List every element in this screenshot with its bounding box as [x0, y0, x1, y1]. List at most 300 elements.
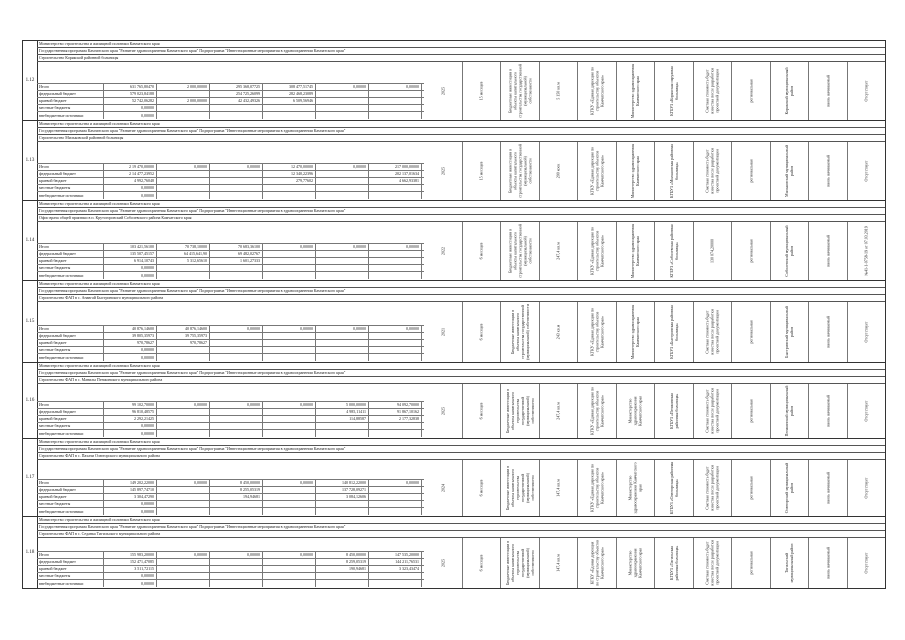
funding-source-label: местные бюджеты — [37, 573, 104, 579]
amount-cell: 217 000,00000 — [369, 164, 422, 170]
amount-cell — [263, 430, 316, 437]
finance-table — [37, 142, 424, 200]
attribute-text: Министерство здравоохранения Камчатского края — [630, 143, 641, 199]
funding-source-label: Итого — [37, 164, 104, 170]
attribute-cell — [731, 460, 770, 516]
amount-cell — [210, 185, 263, 191]
attribute-text: вновь начинаемый — [825, 235, 831, 267]
attribute-text: региональная — [748, 239, 754, 263]
row-number: 1.13 — [23, 121, 38, 200]
amount-cell: 0,00000 — [369, 480, 422, 486]
amount-cell: 70 683,36100 — [210, 244, 263, 250]
amount-cell: 0,00000 — [157, 480, 210, 486]
amount-cell: 91 867,10162 — [369, 409, 422, 415]
funding-source-label: внебюджетные источники — [37, 508, 104, 515]
amount-cell: 152 471,47085 — [104, 559, 157, 565]
project-title: Строительство ФАП в с. Пахачи Олюторского муниципального района — [37, 453, 885, 460]
amount-cell — [210, 416, 263, 422]
finance-row — [37, 487, 424, 494]
attribute-text: вновь начинаемый — [825, 395, 831, 427]
amount-cell — [210, 272, 263, 279]
amount-cell: 6 509,56946 — [263, 98, 316, 104]
attribute-cell — [616, 460, 655, 516]
project-title: Строительство ФАП в с. Манилы Пенжинского муниципального района — [37, 377, 885, 384]
amount-cell — [263, 494, 316, 500]
amount-cell — [210, 105, 263, 111]
attribute-cell — [731, 302, 770, 362]
funding-source-label: внебюджетные источники — [37, 112, 104, 119]
amount-cell — [316, 185, 369, 191]
attribute-cell — [731, 538, 770, 588]
amount-cell — [157, 501, 210, 507]
finance-table — [37, 222, 424, 280]
attribute-text: региональная — [748, 159, 754, 183]
amount-cell — [369, 105, 422, 111]
attribute-text: Бюджетные инвестиции в объекты капитального строительства государственной (муниципальной) собственности — [504, 541, 535, 585]
amount-cell — [157, 265, 210, 271]
amount-cell — [369, 494, 422, 500]
funding-source-label: федеральный бюджет — [37, 91, 104, 97]
attribute-text: Быстринский муниципальный район — [784, 306, 795, 358]
amount-cell: 145 897,74710 — [104, 487, 157, 493]
finance-table — [37, 62, 424, 120]
amount-cell — [316, 272, 369, 279]
amount-cell — [316, 105, 369, 111]
attribute-text: Министерство здравоохранения Камчатского края — [630, 304, 641, 360]
attribute-cell — [770, 302, 809, 362]
project-row — [23, 439, 885, 517]
finance-row — [37, 423, 424, 430]
amount-cell — [263, 559, 316, 565]
attribute-cell — [462, 222, 501, 280]
attribute-cell — [577, 302, 616, 362]
attribute-cell — [731, 222, 770, 280]
amount-cell — [263, 501, 316, 507]
attribute-cell — [654, 62, 693, 120]
funding-source-label: краевой бюджет — [37, 566, 104, 572]
attribute-cell — [424, 384, 462, 438]
amount-cell: 69 482,02767 — [210, 251, 263, 257]
amount-cell: 2 14 477,23952 — [104, 171, 157, 177]
attribute-text: Бюджетные инвестиции в объекты капитального строительства государственной (муниципальной) собственности — [504, 389, 535, 433]
amount-cell: 0,00000 — [210, 552, 263, 558]
attribute-text: региональная — [748, 551, 754, 575]
amount-cell — [316, 258, 369, 264]
attribute-text: Пенжинский муниципальный район — [784, 385, 795, 437]
amount-cell: 12 340,22396 — [263, 171, 316, 177]
funding-source-label: федеральный бюджет — [37, 333, 104, 339]
funding-source-label: местные бюджеты — [37, 423, 104, 429]
amount-cell: 631 765,80470 — [104, 84, 157, 90]
amount-cell — [210, 566, 263, 572]
funding-source-label: внебюджетные источники — [37, 192, 104, 199]
amount-cell — [157, 559, 210, 565]
attribute-text: Сметная стоимость будет известна после разработки проектной документации — [704, 148, 720, 194]
amount-cell: 52 742,06282 — [104, 98, 157, 104]
finance-row — [37, 573, 424, 580]
amount-cell — [316, 423, 369, 429]
ministry-header: Министерство строительства и жилищной политики Камчатского края — [37, 281, 885, 288]
finance-row — [37, 340, 424, 347]
amount-cell: 8 259,05319 — [316, 559, 369, 565]
amount-cell — [210, 501, 263, 507]
attribute-cell — [808, 538, 847, 588]
finance-row — [37, 251, 424, 258]
attribute-cell — [770, 384, 809, 438]
attribute-cell — [577, 222, 616, 280]
amount-cell: 0,00000 — [104, 265, 157, 271]
attribute-text: Соболевский муниципальный район — [784, 225, 795, 277]
attribute-cell — [693, 302, 732, 362]
attribute-cell — [616, 302, 655, 362]
amount-cell — [316, 347, 369, 353]
attribute-cell — [577, 62, 616, 120]
amount-cell: 114,88587 — [316, 416, 369, 422]
funding-source-label: краевой бюджет — [37, 98, 104, 104]
attribute-text: 6 месяцев — [478, 242, 484, 260]
project-title: Строительство ФАП в с. Анавгай Быстринского муниципального района — [37, 295, 885, 302]
amount-cell: 2 000,00000 — [157, 84, 210, 90]
amount-cell — [210, 508, 263, 515]
amount-cell: 40 876,14600 — [157, 326, 210, 332]
attribute-cell — [731, 62, 770, 120]
project-row — [23, 281, 885, 363]
amount-cell — [157, 112, 210, 119]
program-header: Государственная программа Камчатского края "Развитие здравоохранения Камчатского края" Подпрограмма "Инвестиционные мероприятия в здравоохранении Камчатского края" — [37, 128, 885, 135]
attribute-cell — [500, 302, 539, 362]
finance-row — [37, 326, 424, 333]
attribute-text: Отсутствует — [863, 477, 869, 499]
amount-cell — [263, 340, 316, 346]
amount-cell — [316, 251, 369, 257]
funding-source-label: местные бюджеты — [37, 105, 104, 111]
amount-cell: 0,00000 — [263, 326, 316, 332]
amount-cell: 3 084,12606 — [316, 494, 369, 500]
attribute-cell — [462, 62, 501, 120]
amount-cell — [157, 347, 210, 353]
investment-table — [22, 40, 886, 589]
amount-cell: 39 755,35973 — [157, 333, 210, 339]
attribute-cell — [577, 460, 616, 516]
finance-row — [37, 333, 424, 340]
amount-cell — [369, 258, 422, 264]
attribute-text: КГКУ «Единая дирекция по строительству объектов Камчатского края» — [589, 227, 605, 275]
funding-source-label: внебюджетные источники — [37, 580, 104, 587]
amount-cell: 5 000,00000 — [316, 402, 369, 408]
finance-table — [37, 538, 424, 588]
amount-cell: 2 177,32838 — [369, 416, 422, 422]
amount-cell — [157, 423, 210, 429]
attribute-cell — [654, 384, 693, 438]
finance-table — [37, 460, 424, 516]
finance-row — [37, 265, 424, 272]
funding-source-label: федеральный бюджет — [37, 487, 104, 493]
ministry-header: Министерство строительства и жилищной политики Камчатского края — [37, 363, 885, 370]
attribute-cell — [693, 142, 732, 200]
attribute-text: Сметная стоимость будет известна после разработки проектной документации — [704, 465, 720, 511]
amount-cell — [157, 508, 210, 515]
attribute-text: Отсутствует — [863, 400, 869, 422]
funding-source-label: местные бюджеты — [37, 185, 104, 191]
program-header: Государственная программа Камчатского края "Развитие здравоохранения Камчатского края" Подпрограмма "Инвестиционные мероприятия в здравоохранении Камчатского края" — [37, 370, 885, 377]
attribute-text: вновь начинаемый — [825, 547, 831, 579]
amount-cell: 40 876,14600 — [104, 326, 157, 332]
amount-cell: 0,00000 — [104, 423, 157, 429]
attribute-cell — [808, 142, 847, 200]
attribute-text: 2024 — [440, 484, 446, 492]
amount-cell: 4 662,93381 — [369, 178, 422, 184]
finance-row — [37, 430, 424, 437]
project-row — [23, 363, 885, 439]
attribute-cell — [654, 142, 693, 200]
amount-cell — [369, 573, 422, 579]
attribute-text: Отсутствует — [863, 552, 869, 574]
attribute-text: Сметная стоимость будет известна после разработки проектной документации — [704, 309, 720, 355]
funding-source-label: краевой бюджет — [37, 178, 104, 184]
amount-cell — [316, 171, 369, 177]
attribute-text: Отсутствует — [863, 321, 869, 343]
amount-cell: 0,00000 — [104, 347, 157, 353]
amount-cell: 42 432,49326 — [210, 98, 263, 104]
attribute-text: 2025 — [440, 559, 446, 567]
amount-cell — [369, 265, 422, 271]
amount-cell: 103 421,56100 — [104, 244, 157, 250]
attribute-text: КГКУ «Единая дирекция по строительству объектов Камчатского края» — [589, 147, 605, 195]
attribute-text: КГБУЗ «Пенжинская районная больница» — [668, 392, 679, 430]
amount-cell — [210, 192, 263, 199]
amount-cell — [210, 430, 263, 437]
finance-row — [37, 552, 424, 559]
amount-cell — [210, 171, 263, 177]
attribute-cell — [808, 384, 847, 438]
attribute-cell — [500, 460, 539, 516]
attribute-cell — [577, 142, 616, 200]
attribute-text: 2025 — [440, 407, 446, 415]
amount-cell: 155 983,20000 — [104, 552, 157, 558]
finance-row — [37, 258, 424, 265]
attribute-cell — [424, 460, 462, 516]
amount-cell — [157, 185, 210, 191]
amount-cell — [157, 494, 210, 500]
finance-table — [37, 302, 424, 362]
attribute-cell — [616, 538, 655, 588]
ministry-header: Министерство строительства и жилищной политики Камчатского края — [37, 41, 885, 48]
amount-cell: 137 728,09271 — [316, 487, 369, 493]
attribute-text: Бюджетные инвестиции в объекты капитального строительства государственной (муниципальной) собственности — [507, 64, 533, 118]
amount-cell — [157, 105, 210, 111]
attribute-cell — [500, 384, 539, 438]
attribute-cell — [731, 384, 770, 438]
finance-row — [37, 192, 424, 199]
amount-cell: 295 368,07725 — [210, 84, 263, 90]
amount-cell: 0,00000 — [316, 164, 369, 170]
amount-cell — [210, 423, 263, 429]
finance-row — [37, 480, 424, 487]
amount-cell: 579 023,84188 — [104, 91, 157, 97]
attribute-cell — [539, 302, 578, 362]
funding-source-label: внебюджетные источники — [37, 272, 104, 279]
project-row — [23, 41, 885, 121]
attribute-cell — [500, 62, 539, 120]
attribute-cell — [693, 460, 732, 516]
amount-cell: 8 450,00000 — [210, 480, 263, 486]
amount-cell — [157, 178, 210, 184]
amount-cell — [263, 192, 316, 199]
finance-row — [37, 178, 424, 185]
amount-cell: 0,00000 — [104, 185, 157, 191]
funding-source-label: внебюджетные источники — [37, 354, 104, 361]
attribute-text: КГКУ «Единая дирекция по строительству объектов Камчатского края» — [589, 540, 605, 586]
ministry-header: Министерство строительства и жилищной политики Камчатского края — [37, 439, 885, 446]
ministry-header: Министерство строительства и жилищной политики Камчатского края — [37, 201, 885, 208]
attribute-cell — [500, 142, 539, 200]
attribute-text: №41-1-0758-19 от 07.03.2019 — [863, 226, 869, 276]
amount-cell — [263, 573, 316, 579]
amount-cell — [316, 501, 369, 507]
attribute-text: Отсутствует — [863, 160, 869, 182]
amount-cell: 0,00000 — [157, 402, 210, 408]
attribute-text: 6 месяцев — [478, 479, 484, 497]
amount-cell: 0,00000 — [316, 244, 369, 250]
amount-cell — [210, 112, 263, 119]
amount-cell — [263, 580, 316, 587]
attribute-text: Министерство здравоохранения Камчатского края — [627, 547, 643, 579]
amount-cell — [369, 340, 422, 346]
amount-cell — [157, 416, 210, 422]
amount-cell: 2 000,00000 — [157, 98, 210, 104]
amount-cell — [210, 340, 263, 346]
attribute-cell — [847, 222, 886, 280]
attribute-cell — [770, 62, 809, 120]
attribute-cell — [731, 142, 770, 200]
amount-cell — [316, 91, 369, 97]
attribute-cell — [577, 384, 616, 438]
program-header: Государственная программа Камчатского края "Развитие здравоохранения Камчатского края" Подпрограмма "Инвестиционные мероприятия в здравоохранении Камчатского края" — [37, 288, 885, 295]
amount-cell — [263, 354, 316, 361]
amount-cell: 5 312,65610 — [157, 258, 210, 264]
project-title: Строительство ФАП в с. Седанка Тигильского муниципального района — [37, 531, 885, 538]
row-number: 1.18 — [23, 517, 38, 588]
funding-source-label: федеральный бюджет — [37, 559, 104, 565]
amount-cell — [263, 251, 316, 257]
attribute-text: вновь начинаемый — [825, 75, 831, 107]
attribute-cell — [693, 538, 732, 588]
amount-cell — [157, 487, 210, 493]
funding-source-label: федеральный бюджет — [37, 251, 104, 257]
amount-cell — [263, 112, 316, 119]
amount-cell: 0,00000 — [104, 354, 157, 361]
amount-cell: 0,00000 — [157, 164, 210, 170]
attribute-cell — [808, 62, 847, 120]
amount-cell — [369, 508, 422, 515]
finance-row — [37, 416, 424, 423]
finance-row — [37, 171, 424, 178]
amount-cell: 64 415,641,90 — [157, 251, 210, 257]
amount-cell: 39 805,35973 — [104, 333, 157, 339]
amount-cell — [316, 340, 369, 346]
amount-cell — [369, 333, 422, 339]
amount-cell — [210, 409, 263, 415]
attribute-text: 130 074,20000 — [709, 239, 715, 263]
amount-cell — [210, 559, 263, 565]
attribute-cell — [847, 384, 886, 438]
amount-cell — [157, 430, 210, 437]
attribute-text: Сметная стоимость будет известна после разработки проектной документации — [704, 540, 720, 586]
funding-source-label: Итого — [37, 480, 104, 486]
project-row — [23, 121, 885, 201]
attribute-text: Бюджетные инвестиции в объекты капитального строительства государственной (муниципальной) собственности — [509, 304, 530, 360]
attribute-text: Министерство здравоохранения Камчатского края — [627, 462, 643, 514]
amount-cell: 0,00000 — [316, 326, 369, 332]
attribute-text: КГКУ «Единая дирекция по строительству объектов Камчатского края» — [589, 308, 605, 356]
row-number: 1.16 — [23, 363, 38, 438]
amount-cell — [263, 487, 316, 493]
amount-cell — [157, 566, 210, 572]
amount-cell: 0,00000 — [104, 105, 157, 111]
attribute-cell — [424, 62, 462, 120]
attribute-text: Сметная стоимость будет известна после разработки проектной документации — [704, 68, 720, 114]
funding-source-label: краевой бюджет — [37, 416, 104, 422]
finance-row — [37, 559, 424, 566]
amount-cell — [263, 347, 316, 353]
amount-cell: 970,78627 — [104, 340, 157, 346]
project-title: Офис врача общей практики в п. Крутогоровский Соболевского района Камчатского края — [37, 215, 885, 222]
attribute-text: вновь начинаемый — [825, 155, 831, 187]
attribute-cell — [539, 460, 578, 516]
amount-cell — [369, 501, 422, 507]
amount-cell — [369, 347, 422, 353]
attribute-cell — [808, 302, 847, 362]
amount-cell — [210, 333, 263, 339]
amount-cell: 70 738,10000 — [157, 244, 210, 250]
amount-cell: 279,77602 — [263, 178, 316, 184]
attribute-text: Отсутствует — [863, 80, 869, 102]
ministry-header: Министерство строительства и жилищной политики Камчатского края — [37, 517, 885, 524]
row-number: 1.12 — [23, 41, 38, 120]
amount-cell: 6 914,10743 — [104, 258, 157, 264]
amount-cell — [157, 91, 210, 97]
attribute-cell — [500, 222, 539, 280]
amount-cell — [316, 430, 369, 437]
amount-cell: 0,00000 — [210, 402, 263, 408]
finance-row — [37, 501, 424, 508]
project-row — [23, 517, 885, 589]
attribute-cell — [577, 538, 616, 588]
amount-cell: 282 468,23089 — [263, 91, 316, 97]
amount-cell — [157, 573, 210, 579]
amount-cell — [316, 354, 369, 361]
attribute-cell — [693, 62, 732, 120]
amount-cell — [369, 272, 422, 279]
project-title: Строительство Мильковской районной больницы — [37, 135, 885, 142]
attribute-text: 6 месяцев — [478, 323, 484, 341]
attribute-cell — [424, 222, 462, 280]
amount-cell — [316, 98, 369, 104]
amount-cell — [369, 430, 422, 437]
program-header: Государственная программа Камчатского края "Развитие здравоохранения Камчатского края" Подпрограмма "Инвестиционные мероприятия в здравоохранении Камчатского края" — [37, 446, 885, 453]
attribute-text: КГБУЗ «Олюторская районная больница» — [668, 461, 679, 515]
amount-cell: 147 535,20000 — [369, 552, 422, 558]
amount-cell — [210, 178, 263, 184]
attribute-cell — [847, 62, 886, 120]
amount-cell: 0,00000 — [369, 326, 422, 332]
attribute-cell — [654, 302, 693, 362]
amount-cell: 0,00000 — [316, 84, 369, 90]
attribute-cell — [654, 460, 693, 516]
amount-cell — [263, 416, 316, 422]
funding-source-label: внебюджетные источники — [37, 430, 104, 437]
attribute-text: КГКУ «Единая дирекция по строительству объектов Камчатского края» — [589, 67, 605, 115]
